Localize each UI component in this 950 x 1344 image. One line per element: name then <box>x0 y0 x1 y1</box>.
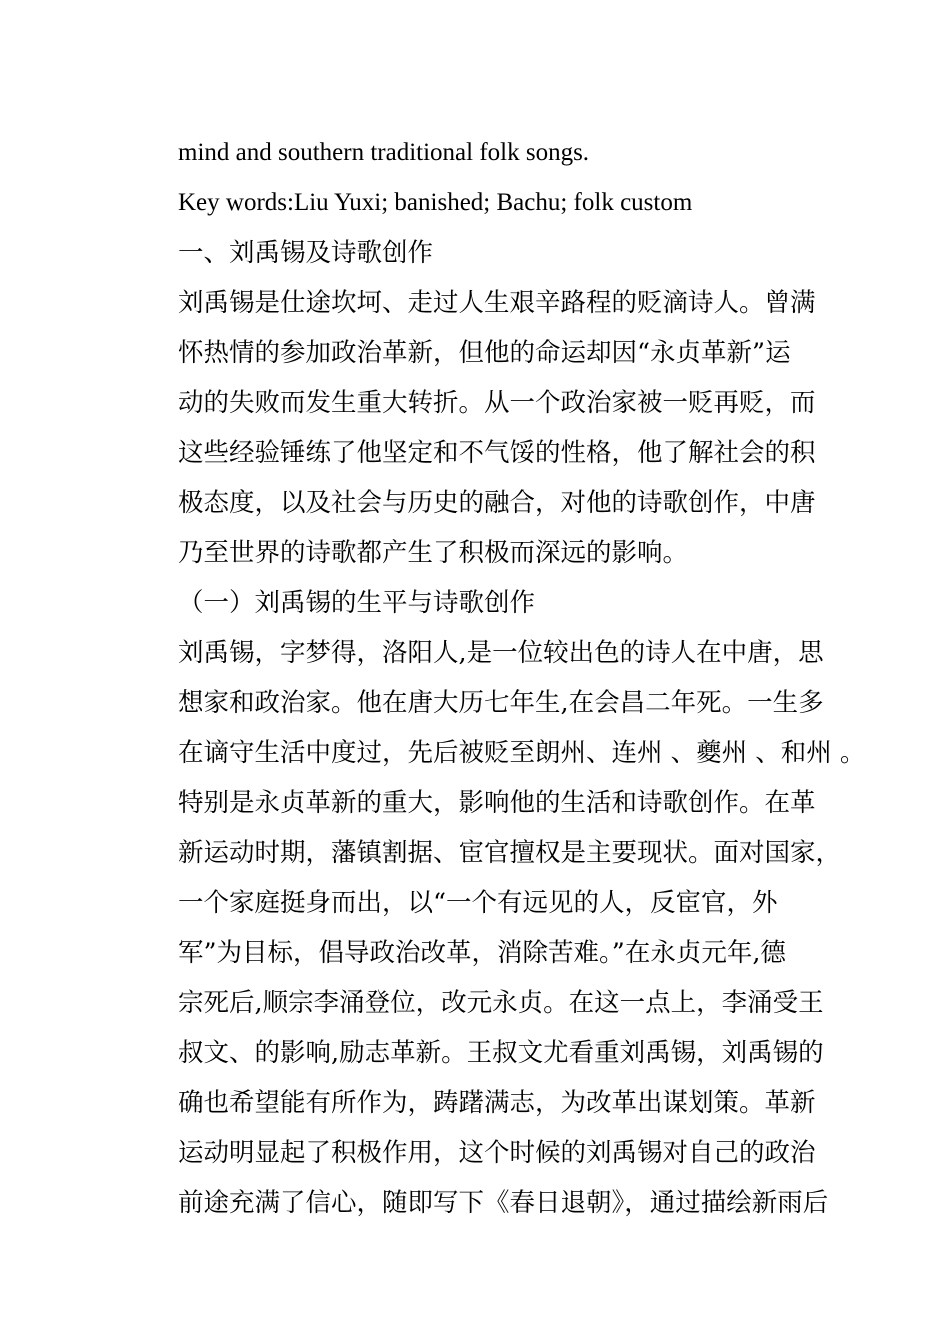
subsection-heading: （一）刘禹锡的生平与诗歌创作 <box>178 588 536 618</box>
paragraph-2-line: 军”为目标，倡导政治改革，消除苦难。”在永贞元年,德 <box>178 938 786 968</box>
paragraph-1-line: 怀热情的参加政治革新，但他的命运却因“永贞革新”运 <box>178 338 791 368</box>
paragraph-1-line: 极态度，以及社会与历史的融合，对他的诗歌创作，中唐 <box>178 488 816 518</box>
paragraph-2-line: 新运动时期，藩镇割据、宦官擅权是主要现状。面对国家， <box>178 838 842 868</box>
paragraph-1-line: 乃至世界的诗歌都产生了积极而深远的影响。 <box>178 538 689 568</box>
paragraph-2-line: 运动明显起了积极作用，这个时候的刘禹锡对自己的政治 <box>178 1138 816 1168</box>
paragraph-2-line: 一个家庭挺身而出，以“一个有远见的人，反宦官，外 <box>178 888 778 918</box>
paragraph-2-line: 前途充满了信心，随即写下《春日退朝》，通过描绘新雨后 <box>178 1188 829 1218</box>
document-body <box>178 128 866 1228</box>
paragraph-2-line: 叔文、的影响,励志革新。王叔文尤看重刘禹锡，刘禹锡的 <box>178 1038 824 1068</box>
paragraph-2 <box>178 628 866 1228</box>
abstract-tail-line: mind and southern traditional folk songs. <box>178 139 590 166</box>
paragraph-2-line: 确也希望能有所作为，踌躇满志，为改革出谋划策。革新 <box>178 1088 816 1118</box>
paragraph-2-line: 刘禹锡，字梦得，洛阳人,是一位较出色的诗人在中唐，思 <box>178 638 824 668</box>
paragraph-1-line: 动的失败而发生重大转折。从一个政治家被一贬再贬，而 <box>178 388 816 418</box>
paragraph-2-line: 特别是永贞革新的重大，影响他的生活和诗歌创作。在革 <box>178 788 816 818</box>
paragraph-2-line: 宗死后,顺宗李涌登位，改元永贞。在这一点上，李涌受王 <box>178 988 824 1018</box>
paragraph-2-line: 在谪守生活中度过，先后被贬至朗州、连州 、夔州 、和州 。 <box>178 738 866 768</box>
paragraph-1-line: 这些经验锤练了他坚定和不气馁的性格，他了解社会的积 <box>178 438 816 468</box>
section-heading: 一、刘禹锡及诗歌创作 <box>178 238 434 268</box>
paragraph-1-line: 刘禹锡是仕途坎坷、走过人生艰辛路程的贬滴诗人。曾满 <box>178 288 816 318</box>
paragraph-2-line: 想家和政治家。他在唐大历七年生,在会昌二年死。一生多 <box>178 688 824 718</box>
keywords-line: Key words:Liu Yuxi; banished; Bachu; folk custom <box>178 189 693 216</box>
paragraph-1 <box>178 278 838 578</box>
